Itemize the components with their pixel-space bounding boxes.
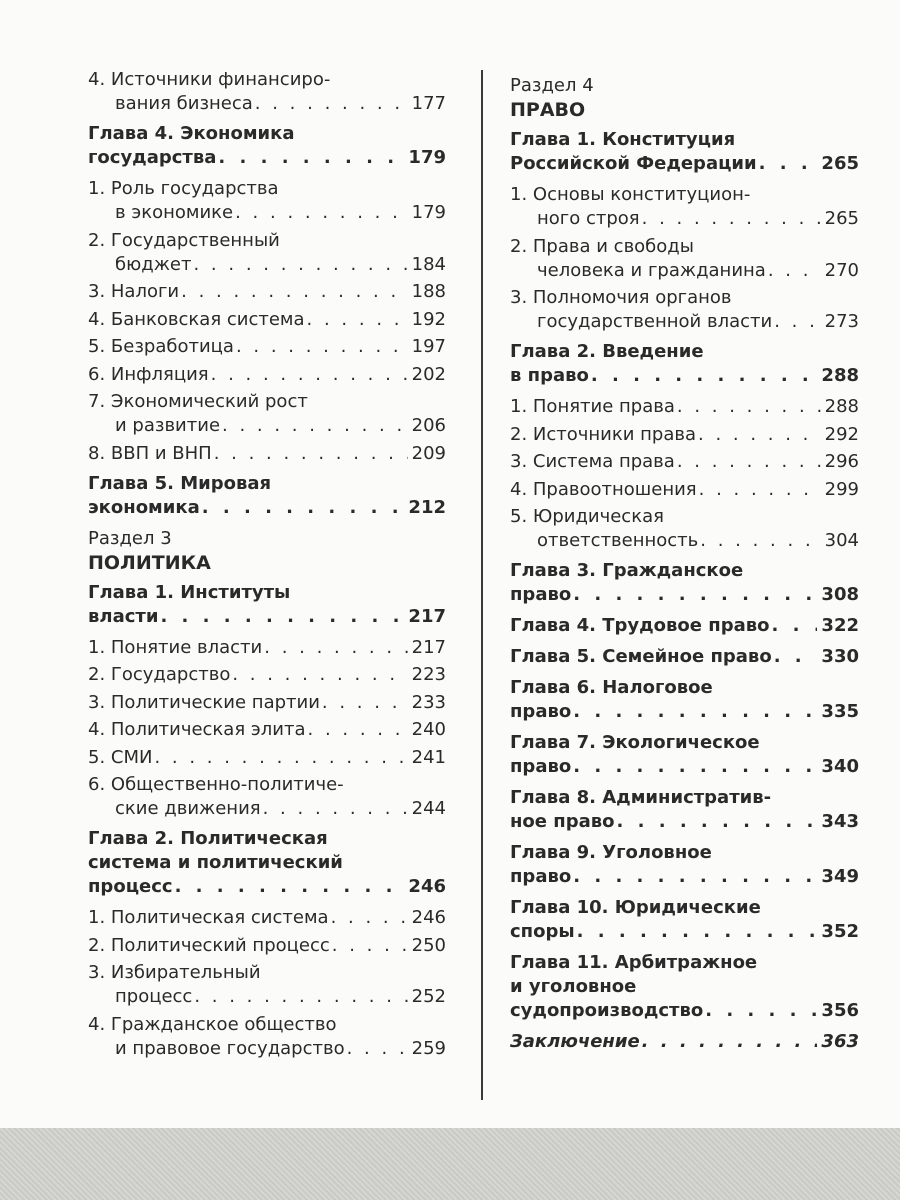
dot-leader xyxy=(263,797,408,821)
toc-entry-text: Глава 4. Экономика xyxy=(88,123,295,144)
dot-leader xyxy=(617,810,818,834)
dot-leader xyxy=(211,363,408,387)
toc-line xyxy=(510,152,859,176)
page-number: 259 xyxy=(411,1037,446,1059)
toc-entry-text: 5. Безработица xyxy=(88,336,234,357)
page-number: 352 xyxy=(821,921,859,942)
toc-chapter[interactable] xyxy=(510,951,859,1023)
page-number: 223 xyxy=(411,664,446,685)
toc-line xyxy=(88,335,446,359)
toc-chapter[interactable] xyxy=(510,645,859,669)
toc-entry-text: Глава 1. Конституция xyxy=(510,129,736,150)
dot-leader xyxy=(700,529,820,553)
toc-chapter[interactable] xyxy=(510,731,859,779)
dot-leader xyxy=(236,335,408,359)
toc-item[interactable] xyxy=(510,183,859,231)
dot-leader xyxy=(154,746,407,770)
toc-line xyxy=(88,308,446,332)
page-number: 217 xyxy=(408,605,446,627)
dot-leader xyxy=(255,92,408,116)
toc-entry-text: 2. Источники права xyxy=(510,423,697,445)
toc-line xyxy=(88,414,446,438)
toc-entry-text: Глава 1. Институты xyxy=(88,581,291,603)
dot-leader xyxy=(214,442,408,466)
section-title: ПРАВО xyxy=(510,99,586,121)
dot-leader xyxy=(347,1037,408,1061)
toc-line xyxy=(88,875,446,899)
dot-leader xyxy=(677,395,821,419)
dot-leader xyxy=(774,310,820,334)
toc-entry-text: ное право xyxy=(510,811,615,832)
page-number: 240 xyxy=(411,719,446,740)
toc-entry-text: 4. Гражданское общество xyxy=(88,1013,337,1035)
toc-line xyxy=(88,253,446,277)
toc-line xyxy=(88,92,446,116)
page-number: 244 xyxy=(411,798,446,819)
page-number: 265 xyxy=(824,208,859,229)
toc-entry-text: власти xyxy=(88,605,159,627)
toc-line xyxy=(510,614,859,638)
toc-line xyxy=(510,920,859,944)
dot-leader xyxy=(235,201,408,225)
toc-entry-text: Глава 9. Уголовное xyxy=(510,842,712,863)
toc-entry-text: ские движения xyxy=(115,798,261,819)
toc-chapter[interactable] xyxy=(510,676,859,724)
page-number: 273 xyxy=(824,311,859,332)
page-number: 184 xyxy=(411,253,446,275)
toc-item[interactable] xyxy=(88,335,446,359)
toc-entry-text: вания бизнеса xyxy=(115,93,253,114)
dot-leader xyxy=(699,478,821,502)
page-number: 292 xyxy=(824,423,859,445)
toc-entry-text: 7. Экономический рост xyxy=(88,391,308,412)
page-number: 179 xyxy=(408,147,446,168)
toc-entry-text: 4. Правоотношения xyxy=(510,478,697,500)
toc-line xyxy=(510,529,859,553)
toc-entry-text: Глава 11. Арбитражное xyxy=(510,952,758,973)
dot-leader xyxy=(705,999,817,1023)
toc-chapter[interactable] xyxy=(88,472,446,520)
toc-line xyxy=(510,999,859,1023)
dot-leader xyxy=(677,450,821,474)
toc-entry-text: в экономике xyxy=(115,202,234,223)
toc-line xyxy=(88,718,446,742)
toc-line xyxy=(88,363,446,387)
toc-line xyxy=(88,691,446,715)
dot-leader xyxy=(759,152,818,176)
toc-entry-text: Российской Федерации xyxy=(510,153,757,174)
toc-line xyxy=(510,865,859,889)
toc-line xyxy=(510,478,859,502)
page-number: 197 xyxy=(411,336,446,357)
toc-entry-text: 2. Права и свободы xyxy=(510,235,694,257)
toc-entry-text: 8. ВВП и ВНП xyxy=(88,442,212,464)
toc-item[interactable] xyxy=(88,308,446,332)
toc-line xyxy=(510,364,859,388)
page-number: 270 xyxy=(824,259,859,281)
page-number: 250 xyxy=(411,934,446,956)
toc-entry-text: 1. Основы конституцион- xyxy=(510,184,751,205)
toc-entry-text: в право xyxy=(510,365,589,386)
toc-entry-text: Глава 7. Экологическое xyxy=(510,732,760,753)
page-number: 330 xyxy=(821,646,859,667)
toc-item[interactable] xyxy=(88,746,446,770)
toc-entry-text: судопроизводство xyxy=(510,1000,704,1021)
toc-item[interactable] xyxy=(88,691,446,715)
column-divider xyxy=(481,70,483,1100)
toc-line xyxy=(88,201,446,225)
toc-item[interactable] xyxy=(88,363,446,387)
toc-chapter[interactable] xyxy=(510,340,859,388)
toc-item[interactable] xyxy=(88,442,446,466)
toc-entry-text: 3. Налоги xyxy=(88,281,180,302)
dot-leader xyxy=(573,583,817,607)
toc-entry-text: Глава 4. Трудовое право xyxy=(510,615,770,636)
toc-chapter[interactable] xyxy=(88,581,446,629)
toc-line xyxy=(510,310,859,334)
page-number: 188 xyxy=(411,281,446,302)
toc-line xyxy=(88,797,446,821)
toc-entry-text: право xyxy=(510,584,572,605)
toc-item[interactable] xyxy=(88,229,446,277)
toc-entry-text: 1. Политическая система xyxy=(88,907,329,928)
dot-leader xyxy=(772,614,818,638)
toc-entry-text: 3. Система права xyxy=(510,451,675,472)
dot-leader xyxy=(175,875,405,899)
toc-conclusion[interactable] xyxy=(510,1030,859,1054)
toc-chapter[interactable] xyxy=(88,122,446,170)
page-number: 308 xyxy=(821,584,859,605)
toc-section[interactable] xyxy=(88,527,446,575)
toc-entry-text: Глава 2. Введение xyxy=(510,341,704,362)
toc-entry-text: и развитие xyxy=(115,415,221,436)
toc-item[interactable] xyxy=(510,450,859,474)
dot-leader xyxy=(264,636,407,660)
toc-line xyxy=(88,934,446,958)
toc-line xyxy=(88,146,446,170)
toc-entry-text: Раздел 3 xyxy=(88,527,172,549)
toc-right-column xyxy=(510,68,859,1058)
toc-item[interactable] xyxy=(88,280,446,304)
toc-item[interactable] xyxy=(88,1013,446,1061)
page-number: 335 xyxy=(821,701,859,722)
toc-entry-text: государства xyxy=(88,147,217,168)
toc-item[interactable] xyxy=(88,773,446,821)
toc-chapter[interactable] xyxy=(510,128,859,176)
toc-line xyxy=(88,663,446,687)
toc-entry-text: государственной власти xyxy=(537,311,773,332)
toc-entry-text: Глава 5. Мировая xyxy=(88,472,272,494)
toc-entry-text: Глава 3. Гражданское xyxy=(510,560,744,581)
page-number: 212 xyxy=(408,496,446,518)
toc-item[interactable] xyxy=(510,395,859,419)
toc-entry-text: бюджет xyxy=(115,253,192,275)
page-number: 296 xyxy=(824,451,859,472)
toc-line xyxy=(510,207,859,231)
toc-entry-text: 5. СМИ xyxy=(88,746,153,768)
page-number: 179 xyxy=(411,202,446,223)
toc-item[interactable] xyxy=(510,478,859,502)
section-title: ПОЛИТИКА xyxy=(88,551,211,574)
dot-leader xyxy=(642,1030,818,1054)
toc-entry-text: процесс xyxy=(88,876,173,897)
dot-leader xyxy=(222,414,408,438)
toc-entry-text: Глава 2. Политическая xyxy=(88,828,328,849)
toc-line xyxy=(88,906,446,930)
toc-line xyxy=(510,395,859,419)
toc-entry-text: процесс xyxy=(115,986,193,1007)
toc-left-column xyxy=(88,68,446,1064)
page-number: 246 xyxy=(411,907,446,928)
toc-entry-text: 5. Юридическая xyxy=(510,506,664,527)
dot-leader xyxy=(194,985,407,1009)
dot-leader xyxy=(332,934,408,958)
toc-section[interactable] xyxy=(510,74,859,122)
page-number: 288 xyxy=(824,396,859,417)
toc-line xyxy=(88,442,446,466)
toc-line xyxy=(88,605,446,629)
toc-entry-text: 4. Банковская система xyxy=(88,308,305,330)
toc-entry-text: Заключение xyxy=(510,1031,640,1052)
page-number: 206 xyxy=(411,415,446,436)
dot-leader xyxy=(698,423,821,447)
toc-chapter[interactable] xyxy=(510,896,859,944)
toc-entry-text: право xyxy=(510,866,572,887)
toc-chapter[interactable] xyxy=(88,827,446,899)
page-number: 349 xyxy=(821,866,859,887)
page-number: 304 xyxy=(824,530,859,551)
page-bottom-background xyxy=(0,1128,900,1200)
page-number: 233 xyxy=(411,691,446,713)
toc-line xyxy=(510,423,859,447)
toc-line xyxy=(510,810,859,834)
toc-line xyxy=(510,259,859,283)
toc-item[interactable] xyxy=(510,505,859,553)
dot-leader xyxy=(218,146,404,170)
dot-leader xyxy=(181,280,408,304)
dot-leader xyxy=(573,700,817,724)
toc-entry-text: право xyxy=(510,756,572,777)
toc-entry-text: 1. Понятие права xyxy=(510,396,675,417)
toc-entry-text: Глава 10. Юридические xyxy=(510,897,761,918)
page-number: 343 xyxy=(821,811,859,832)
toc-item[interactable] xyxy=(88,636,446,660)
toc-line xyxy=(510,645,859,669)
toc-item[interactable] xyxy=(88,390,446,438)
page-number: 356 xyxy=(821,1000,859,1021)
dot-leader xyxy=(232,663,407,687)
toc-entry-text: человека и гражданина xyxy=(537,259,766,281)
toc-entry-text: Глава 8. Административ- xyxy=(510,787,772,808)
toc-item[interactable] xyxy=(510,235,859,283)
toc-chapter[interactable] xyxy=(510,841,859,889)
toc-line xyxy=(88,746,446,770)
dot-leader xyxy=(193,253,407,277)
page-number: 246 xyxy=(408,876,446,897)
dot-leader xyxy=(331,906,408,930)
toc-item[interactable] xyxy=(88,934,446,958)
toc-entry-text: 2. Государство xyxy=(88,664,231,685)
toc-item[interactable] xyxy=(88,906,446,930)
dot-leader xyxy=(774,645,818,669)
toc-entry-text: и правовое государство xyxy=(115,1037,345,1059)
page-number: 252 xyxy=(411,986,446,1007)
dot-leader xyxy=(308,718,408,742)
page-number: 177 xyxy=(411,93,446,114)
toc-chapter[interactable] xyxy=(510,786,859,834)
dot-leader xyxy=(322,691,408,715)
toc-entry-text: Глава 6. Налоговое xyxy=(510,677,713,698)
toc-line xyxy=(510,1030,859,1054)
dot-leader xyxy=(577,920,818,944)
toc-entry-text: ответственность xyxy=(537,530,699,551)
toc-line xyxy=(88,636,446,660)
dot-leader xyxy=(573,755,817,779)
toc-entry-text: 6. Общественно-политиче- xyxy=(88,774,344,795)
toc-item[interactable] xyxy=(88,663,446,687)
page-number: 217 xyxy=(411,636,446,658)
toc-line xyxy=(88,985,446,1009)
toc-entry-text: система и политический xyxy=(88,852,343,873)
toc-entry-text: экономика xyxy=(88,496,200,518)
toc-entry-text: 4. Источники финансиро- xyxy=(88,69,331,90)
toc-line xyxy=(510,583,859,607)
toc-line xyxy=(510,450,859,474)
toc-entry-text: Глава 5. Семейное право xyxy=(510,646,772,667)
toc-line xyxy=(88,496,446,520)
dot-leader xyxy=(307,308,408,332)
toc-line xyxy=(510,700,859,724)
toc-entry-text: право xyxy=(510,701,572,722)
page-number: 192 xyxy=(411,308,446,330)
toc-item[interactable] xyxy=(510,423,859,447)
toc-entry-text: 1. Понятие власти xyxy=(88,636,263,658)
toc-line xyxy=(88,280,446,304)
toc-item[interactable] xyxy=(88,68,446,116)
page-number: 209 xyxy=(411,442,446,464)
toc-item[interactable] xyxy=(88,718,446,742)
toc-chapter[interactable] xyxy=(510,614,859,638)
dot-leader xyxy=(573,865,817,889)
page-number: 241 xyxy=(411,746,446,768)
page-number: 202 xyxy=(411,363,446,385)
toc-item[interactable] xyxy=(88,177,446,225)
toc-entry-text: 4. Политическая элита xyxy=(88,719,306,740)
dot-leader xyxy=(768,259,821,283)
toc-entry-text: 6. Инфляция xyxy=(88,363,209,385)
page-number: 340 xyxy=(821,756,859,777)
dot-leader xyxy=(202,496,405,520)
toc-entry-text: 2. Политический процесс xyxy=(88,934,330,956)
page-number: 265 xyxy=(821,153,859,174)
toc-line xyxy=(88,1037,446,1061)
toc-entry-text: ного строя xyxy=(537,208,640,229)
toc-item[interactable] xyxy=(88,961,446,1009)
toc-entry-text: и уголовное xyxy=(510,976,637,997)
toc-entry-text: 3. Избирательный xyxy=(88,962,261,983)
page-number: 299 xyxy=(824,478,859,500)
page-number: 322 xyxy=(821,615,859,636)
toc-entry-text: споры xyxy=(510,921,575,942)
dot-leader xyxy=(591,364,818,388)
dot-leader xyxy=(642,207,821,231)
toc-entry-text: Раздел 4 xyxy=(510,75,594,96)
toc-entry-text: 3. Политические партии xyxy=(88,691,320,713)
toc-entry-text: 2. Государственный xyxy=(88,229,280,251)
toc-chapter[interactable] xyxy=(510,559,859,607)
page-number: 288 xyxy=(821,365,859,386)
page-number: 363 xyxy=(821,1031,859,1052)
toc-item[interactable] xyxy=(510,286,859,334)
toc-line xyxy=(510,755,859,779)
dot-leader xyxy=(160,605,404,629)
toc-entry-text: 3. Полномочия органов xyxy=(510,287,732,308)
toc-entry-text: 1. Роль государства xyxy=(88,178,279,199)
